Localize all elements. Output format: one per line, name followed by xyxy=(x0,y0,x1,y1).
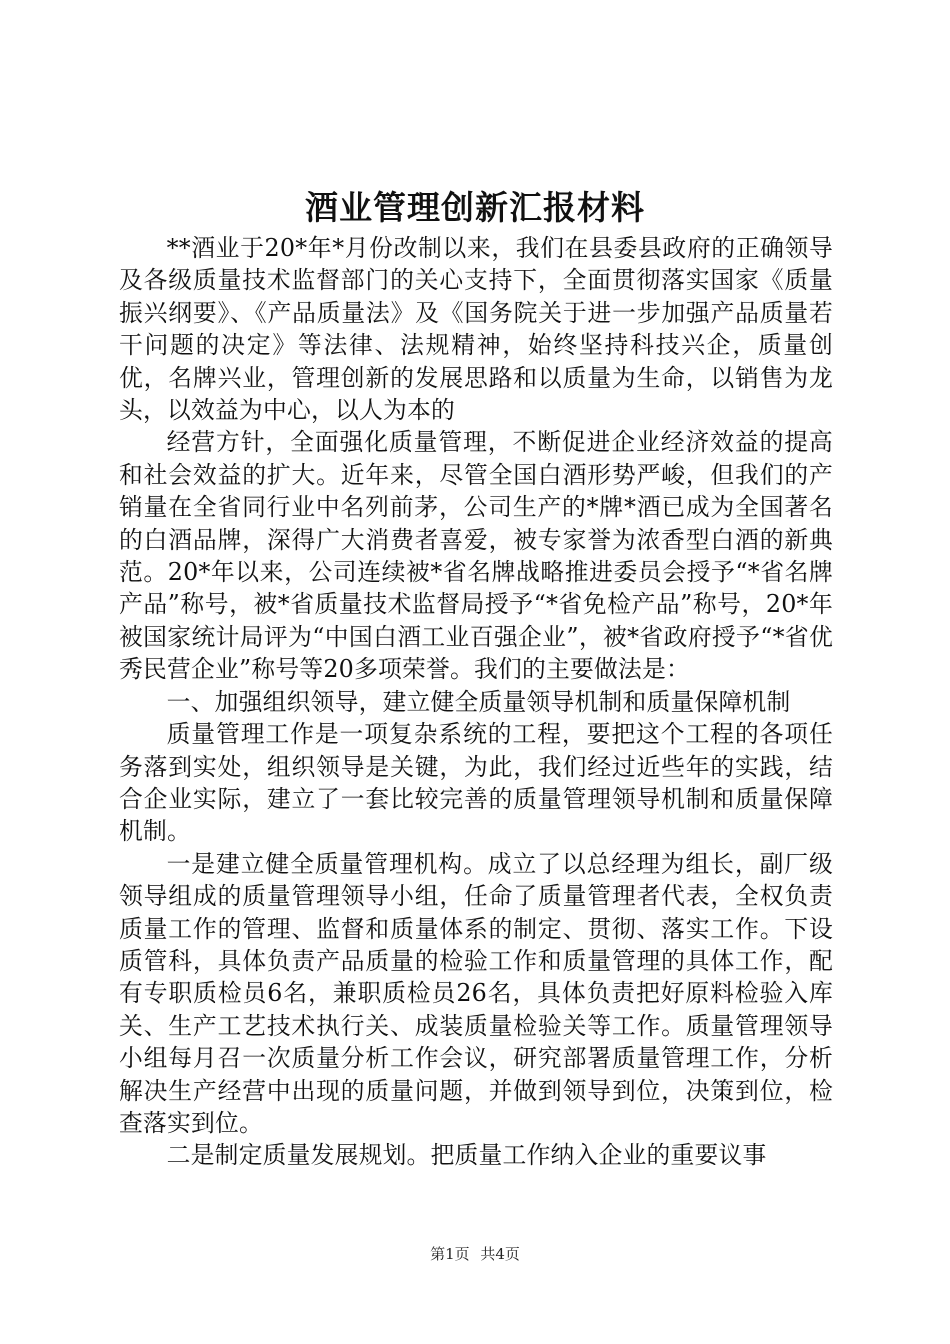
paragraph-point-1: 一是建立健全质量管理机构。成立了以总经理为组长，副厂级领导组成的质量管理领导小组，任命了质量管理者代表，全权负责质量工作的管理、监督和质量体系的制定、贯彻、落实工作。下设质管科，具体负责产品质量的检验工作和质量管理的具体工作，配有专职质检员6名，兼职质检员26名，具体负责把好原料检验入库关、生产工艺技术执行关、成装质量检验关等工作。质量管理领导小组每月召一次质量分析工作会议，研究部署质量管理工作，分析解决生产经营中出现的质量问题，并做到领导到位，决策到位，检查落实到位。 xyxy=(119,849,833,1137)
paragraph-point-2: 二是制定质量发展规划。把质量工作纳入企业的重要议事 xyxy=(166,1141,767,1170)
section-heading-1: 一、加强组织领导，建立健全质量领导机制和质量保障机制 xyxy=(166,687,791,716)
paragraph-achievements: 经营方针，全面强化质量管理，不断促进企业经济效益的提高和社会效益的扩大。近年来，尽管全国白酒形势严峻，但我们的产销量在全省同行业中名列前茅，公司生产的*牌*酒已成为全国著名的白酒品牌，深得广大消费者喜爱，被专家誉为浓香型白酒的新典范。20*年以来，公司连续被*省名牌战略推进委员会授予“*省名牌产品”称号，被*省质量技术监督局授予“*省免检产品”称号，20*年被国家统计局评为“中国白酒工业百强企业”，被*省政府授予“*省优秀民营企业”称号等20多项荣誉。我们的主要做法是： xyxy=(119,428,833,684)
page-number: 第1页 xyxy=(430,1245,470,1263)
paragraph-intro: **酒业于20*年*月份改制以来，我们在县委县政府的正确领导及各级质量技术监督部门的关心支持下，全面贯彻落实国家《质量振兴纲要》、《产品质量法》及《国务院关于进一步加强产品质量若干问题的决定》等法律、法规精神，始终坚持科技兴企，质量创优，名牌兴业，管理创新的发展思路和以质量为生命，以销售为龙头，以效益为中心，以人为本的 xyxy=(119,234,833,425)
document-title: 酒业管理创新汇报材料 xyxy=(305,188,645,227)
page-total: 共4页 xyxy=(480,1245,520,1263)
document-body xyxy=(119,232,833,1172)
page-footer xyxy=(0,1244,950,1264)
paragraph-section-1-intro: 质量管理工作是一项复杂系统的工程，要把这个工程的各项任务落到实处，组织领导是关键，为此，我们经过近些年的实践，结合企业实际，建立了一套比较完善的质量管理领导机制和质量保障机制。 xyxy=(119,720,833,846)
